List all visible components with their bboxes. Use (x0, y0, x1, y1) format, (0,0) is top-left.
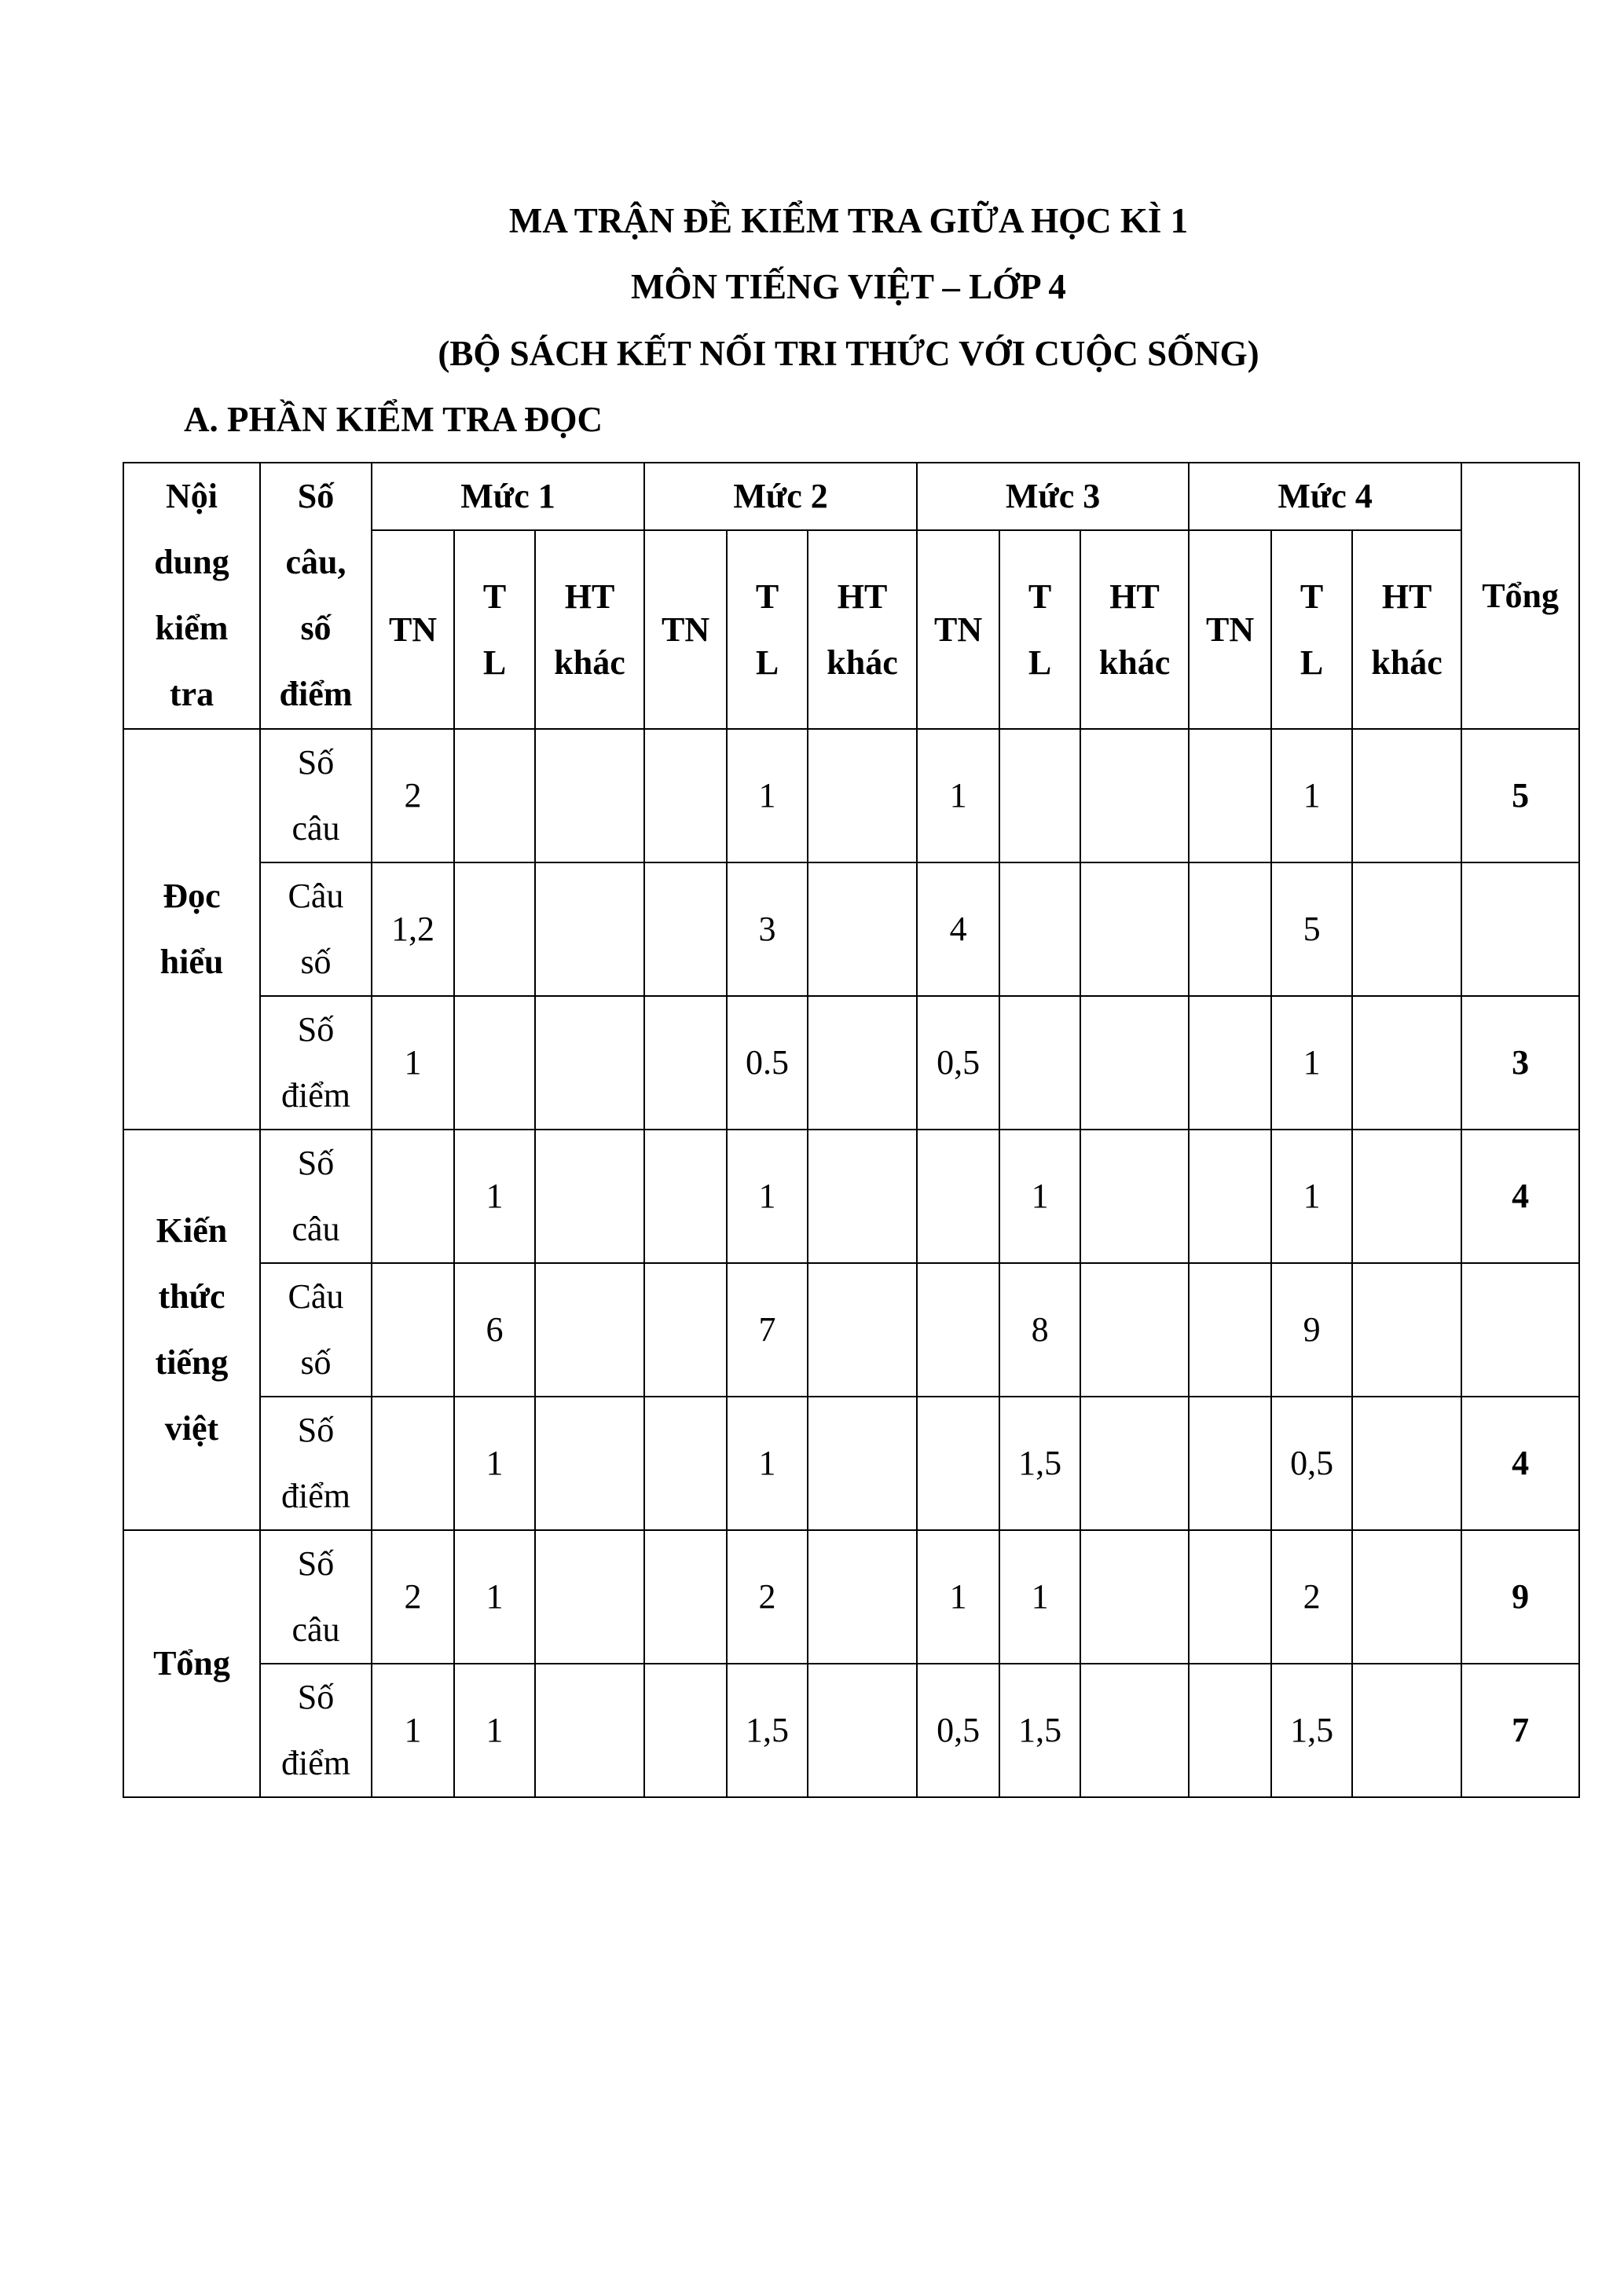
row-label: Số điểm (260, 996, 372, 1130)
header-level-3: Mức 3 (917, 463, 1189, 530)
row-label: Số điểm (260, 1664, 372, 1797)
table-cell (535, 1263, 644, 1397)
header-sub-ht-khac: HT khác (1080, 530, 1189, 729)
table-cell: 9 (1271, 1263, 1352, 1397)
row-total: 3 (1461, 996, 1579, 1130)
header-sub-tl: T L (1271, 530, 1352, 729)
table-cell (644, 1130, 727, 1263)
table-cell: 1 (454, 1530, 535, 1664)
header-sub-ht-khac: HT khác (1352, 530, 1461, 729)
table-cell (372, 1130, 454, 1263)
header-sub-tn: TN (644, 530, 727, 729)
table-cell (1080, 1397, 1189, 1530)
table-cell (1352, 1397, 1461, 1530)
row-label: Số câu (260, 1130, 372, 1263)
table-cell (1080, 729, 1189, 862)
table-cell (1352, 1664, 1461, 1797)
table-cell (372, 1397, 454, 1530)
row-label: Câu số (260, 1263, 372, 1397)
table-row (123, 862, 1579, 996)
table-cell: 4 (917, 862, 999, 996)
table-cell: 1 (454, 1664, 535, 1797)
table-row (123, 729, 1579, 862)
table-cell (808, 1530, 917, 1664)
group-label: Đọc hiểu (123, 729, 260, 1130)
table-cell (535, 1397, 644, 1530)
table-cell (1189, 1397, 1271, 1530)
table-cell (644, 1263, 727, 1397)
table-cell: 1 (372, 996, 454, 1130)
row-total: 4 (1461, 1397, 1579, 1530)
table-cell (917, 1130, 999, 1263)
table-cell (999, 729, 1080, 862)
row-label: Số câu (260, 729, 372, 862)
header-count: Số câu, số điểm (260, 463, 372, 729)
table-cell: 1 (999, 1130, 1080, 1263)
table-cell: 1,5 (999, 1397, 1080, 1530)
table-cell: 1,5 (727, 1664, 808, 1797)
table-cell (917, 1263, 999, 1397)
table-cell: 1,2 (372, 862, 454, 996)
table-cell: 3 (727, 862, 808, 996)
table-cell: 0.5 (727, 996, 808, 1130)
row-total: 7 (1461, 1664, 1579, 1797)
table-cell (644, 1397, 727, 1530)
table-cell (644, 729, 727, 862)
group-label: Kiến thức tiếng việt (123, 1130, 260, 1530)
header-sub-ht-khac: HT khác (808, 530, 917, 729)
table-cell (1189, 729, 1271, 862)
table-cell (1189, 1130, 1271, 1263)
header-sub-tl: T L (999, 530, 1080, 729)
table-cell (808, 1397, 917, 1530)
header-sub-ht-khac: HT khác (535, 530, 644, 729)
section-heading: A. PHẦN KIỂM TRA ĐỌC (184, 400, 603, 439)
header-content: Nội dung kiểm tra (123, 463, 260, 729)
header-sub-tn: TN (1189, 530, 1271, 729)
table-cell (1352, 729, 1461, 862)
table-cell (999, 862, 1080, 996)
table-cell (644, 996, 727, 1130)
table-cell: 1 (917, 729, 999, 862)
table-cell: 1 (454, 1397, 535, 1530)
table-cell (1080, 862, 1189, 996)
test-matrix-table (123, 462, 1580, 1798)
table-cell (644, 1664, 727, 1797)
table-cell: 0,5 (1271, 1397, 1352, 1530)
table-cell: 1 (1271, 1130, 1352, 1263)
header-sub-tn: TN (372, 530, 454, 729)
header-sub-tn: TN (917, 530, 999, 729)
document-book-series: (BỘ SÁCH KẾT NỐI TRI THỨC VỚI CUỘC SỐNG) (438, 334, 1259, 373)
table-cell (1352, 862, 1461, 996)
table-cell (1352, 1263, 1461, 1397)
group-label: Tổng (123, 1530, 260, 1797)
table-cell: 1 (1271, 996, 1352, 1130)
table-cell (644, 1530, 727, 1664)
table-cell: 1,5 (999, 1664, 1080, 1797)
header-level-4: Mức 4 (1189, 463, 1461, 530)
row-total: 5 (1461, 729, 1579, 862)
table-cell (1352, 996, 1461, 1130)
table-cell: 1,5 (1271, 1664, 1352, 1797)
table-cell (1189, 862, 1271, 996)
table-cell: 5 (1271, 862, 1352, 996)
table-cell (535, 1530, 644, 1664)
table-cell: 2 (727, 1530, 808, 1664)
table-cell: 2 (372, 1530, 454, 1664)
table-cell (1080, 1130, 1189, 1263)
table-cell: 2 (372, 729, 454, 862)
table-cell (1080, 1530, 1189, 1664)
table-cell (454, 862, 535, 996)
table-cell: 8 (999, 1263, 1080, 1397)
table-cell: 6 (454, 1263, 535, 1397)
table-cell (372, 1263, 454, 1397)
document-title: MA TRẬN ĐỀ KIỂM TRA GIỮA HỌC KÌ 1 (508, 201, 1189, 240)
table-cell (808, 996, 917, 1130)
table-cell (917, 1397, 999, 1530)
table-cell: 1 (727, 729, 808, 862)
header-sub-tl: T L (454, 530, 535, 729)
table-cell (1080, 1664, 1189, 1797)
table-cell (535, 1130, 644, 1263)
row-total (1461, 1263, 1579, 1397)
table-cell (808, 862, 917, 996)
row-label: Câu số (260, 862, 372, 996)
table-cell: 0,5 (917, 1664, 999, 1797)
table-cell (535, 996, 644, 1130)
table-cell: 7 (727, 1263, 808, 1397)
table-row (123, 1530, 1579, 1664)
table-row (123, 1664, 1579, 1797)
header-sub-tl: T L (727, 530, 808, 729)
table-cell (1189, 996, 1271, 1130)
row-total (1461, 862, 1579, 996)
table-cell (1352, 1530, 1461, 1664)
table-cell (1189, 1263, 1271, 1397)
row-label: Số điểm (260, 1397, 372, 1530)
table-cell: 1 (1271, 729, 1352, 862)
table-cell (999, 996, 1080, 1130)
table-cell (535, 729, 644, 862)
table-cell (454, 996, 535, 1130)
table-cell (535, 1664, 644, 1797)
header-level-1: Mức 1 (372, 463, 644, 530)
table-cell: 1 (917, 1530, 999, 1664)
table-cell: 1 (454, 1130, 535, 1263)
table-cell: 0,5 (917, 996, 999, 1130)
table-cell (1189, 1530, 1271, 1664)
table-cell (1352, 1130, 1461, 1263)
header-total: Tổng (1461, 463, 1579, 729)
table-cell: 1 (727, 1130, 808, 1263)
row-total: 4 (1461, 1130, 1579, 1263)
table-cell (1189, 1664, 1271, 1797)
table-cell (808, 1664, 917, 1797)
table-cell (454, 729, 535, 862)
table-cell (808, 1130, 917, 1263)
table-row (123, 1397, 1579, 1530)
table-cell (644, 862, 727, 996)
table-cell (535, 862, 644, 996)
table-cell (808, 1263, 917, 1397)
table-cell (808, 729, 917, 862)
table-cell (1080, 1263, 1189, 1397)
document-subject: MÔN TIẾNG VIỆT – LỚP 4 (631, 267, 1066, 306)
table-row (123, 1263, 1579, 1397)
table-cell: 1 (372, 1664, 454, 1797)
header-row (123, 463, 1579, 530)
table-cell: 1 (727, 1397, 808, 1530)
table-cell: 1 (999, 1530, 1080, 1664)
table-cell (1080, 996, 1189, 1130)
table-cell: 2 (1271, 1530, 1352, 1664)
table-row (123, 1130, 1579, 1263)
table-row (123, 996, 1579, 1130)
header-level-2: Mức 2 (644, 463, 917, 530)
row-label: Số câu (260, 1530, 372, 1664)
row-total: 9 (1461, 1530, 1579, 1664)
